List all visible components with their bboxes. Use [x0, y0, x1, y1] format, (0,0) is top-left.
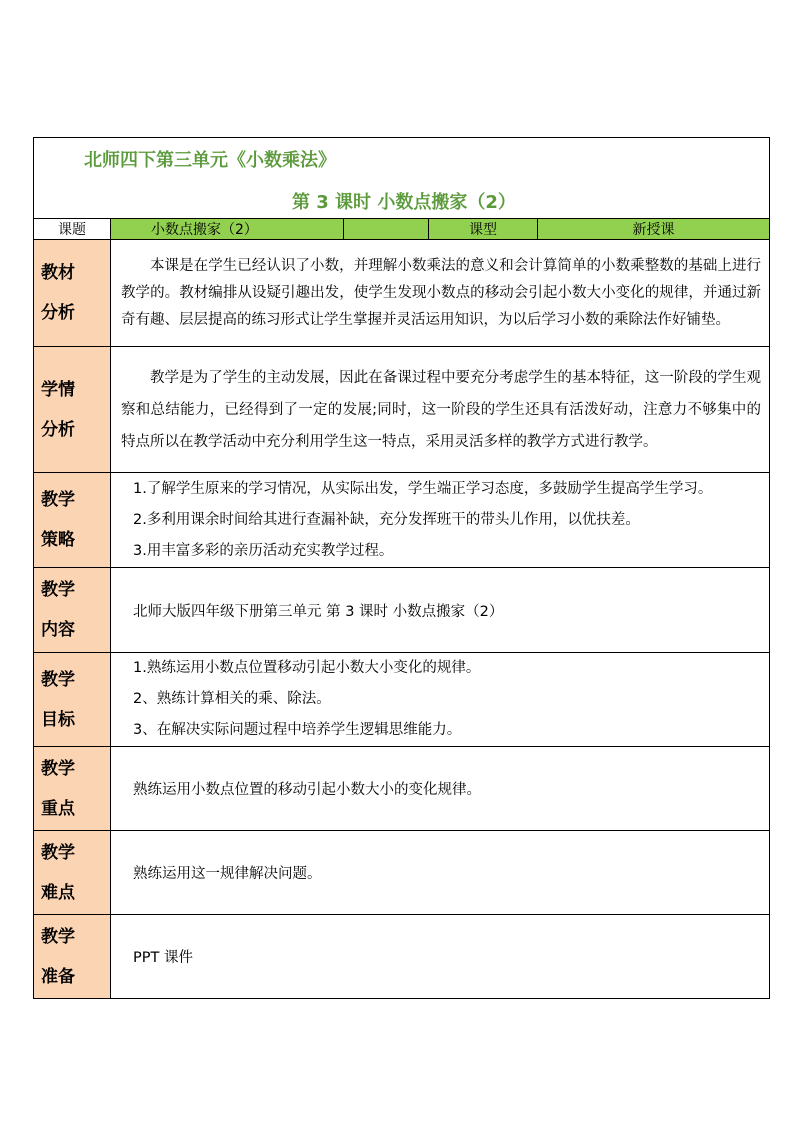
- info-spacer: [344, 219, 429, 240]
- key-points-label: 教学 重点: [34, 747, 111, 831]
- lesson-plan-table: [33, 137, 770, 999]
- preparation-text: PPT 课件: [111, 915, 770, 999]
- list-item: 1.了解学生原来的学习情况，从实际出发，学生端正学习态度，多鼓励学生提高学生学习。: [133, 480, 713, 497]
- goals-label: 教学 目标: [34, 653, 111, 747]
- row-difficulties: [34, 831, 770, 915]
- strategy-list: [111, 473, 770, 568]
- strategy-label: 教学 策略: [34, 473, 111, 568]
- list-item: 3、在解决实际问题过程中培养学生逻辑思维能力。: [133, 722, 462, 738]
- preparation-label: 教学 准备: [34, 915, 111, 999]
- row-learner-analysis: [34, 347, 770, 473]
- difficulties-text: 熟练运用这一规律解决问题。: [111, 831, 770, 915]
- row-goals: [34, 653, 770, 747]
- list-item: 1.熟练运用小数点位置移动引起小数大小变化的规律。: [133, 660, 481, 676]
- lesson-title: 第 3 课时 小数点搬家（2）: [292, 192, 516, 213]
- unit-title: 北师四下第三单元《小数乘法》: [84, 150, 336, 171]
- difficulties-label: 教学 难点: [34, 831, 111, 915]
- content-label: 教学 内容: [34, 568, 111, 653]
- key-points-text: 熟练运用小数点位置的移动引起小数大小的变化规律。: [111, 747, 770, 831]
- list-item: 2.多利用课余时间给其进行查漏补缺，充分发挥班干的带头儿作用，以优扶差。: [133, 511, 640, 528]
- row-strategy: [34, 473, 770, 568]
- lesson-plan-sheet: [33, 137, 769, 999]
- topic-label: 课题: [34, 219, 111, 240]
- info-row: [34, 219, 770, 240]
- title-row: [34, 138, 770, 219]
- title-cell: [34, 138, 770, 219]
- content-text: 北师大版四年级下册第三单元 第 3 课时 小数点搬家（2）: [111, 568, 770, 653]
- type-value: 新授课: [538, 219, 770, 240]
- material-text: 本课是在学生已经认识了小数，并理解小数乘法的意义和会计算简单的小数乘整数的基础上进行教学的。教材编排从设疑引趣出发，使学生发现小数点的移动会引起小数大小变化的规律，并通过新奇有趣、层层提高的练习形式让学生掌握并灵活运用知识，为以后学习小数的乘除法作好铺垫。: [111, 240, 770, 347]
- material-label: 教材 分析: [34, 240, 111, 347]
- learner-text: 教学是为了学生的主动发展，因此在备课过程中要充分考虑学生的基本特征，这一阶段的学生观察和总结能力，已经得到了一定的发展;同时，这一阶段的学生还具有活泼好动，注意力不够集中的特点所以在教学活动中充分利用学生这一特点，采用灵活多样的教学方式进行教学。: [111, 347, 770, 473]
- row-material-analysis: [34, 240, 770, 347]
- list-item: 2、熟练计算相关的乘、除法。: [133, 691, 331, 707]
- goals-list: [111, 653, 770, 747]
- row-preparation: [34, 915, 770, 999]
- row-key-points: [34, 747, 770, 831]
- row-content: [34, 568, 770, 653]
- learner-label: 学情 分析: [34, 347, 111, 473]
- topic-value: 小数点搬家（2）: [111, 219, 344, 240]
- list-item: 3.用丰富多彩的亲历活动充实教学过程。: [133, 542, 394, 559]
- type-label: 课型: [429, 219, 538, 240]
